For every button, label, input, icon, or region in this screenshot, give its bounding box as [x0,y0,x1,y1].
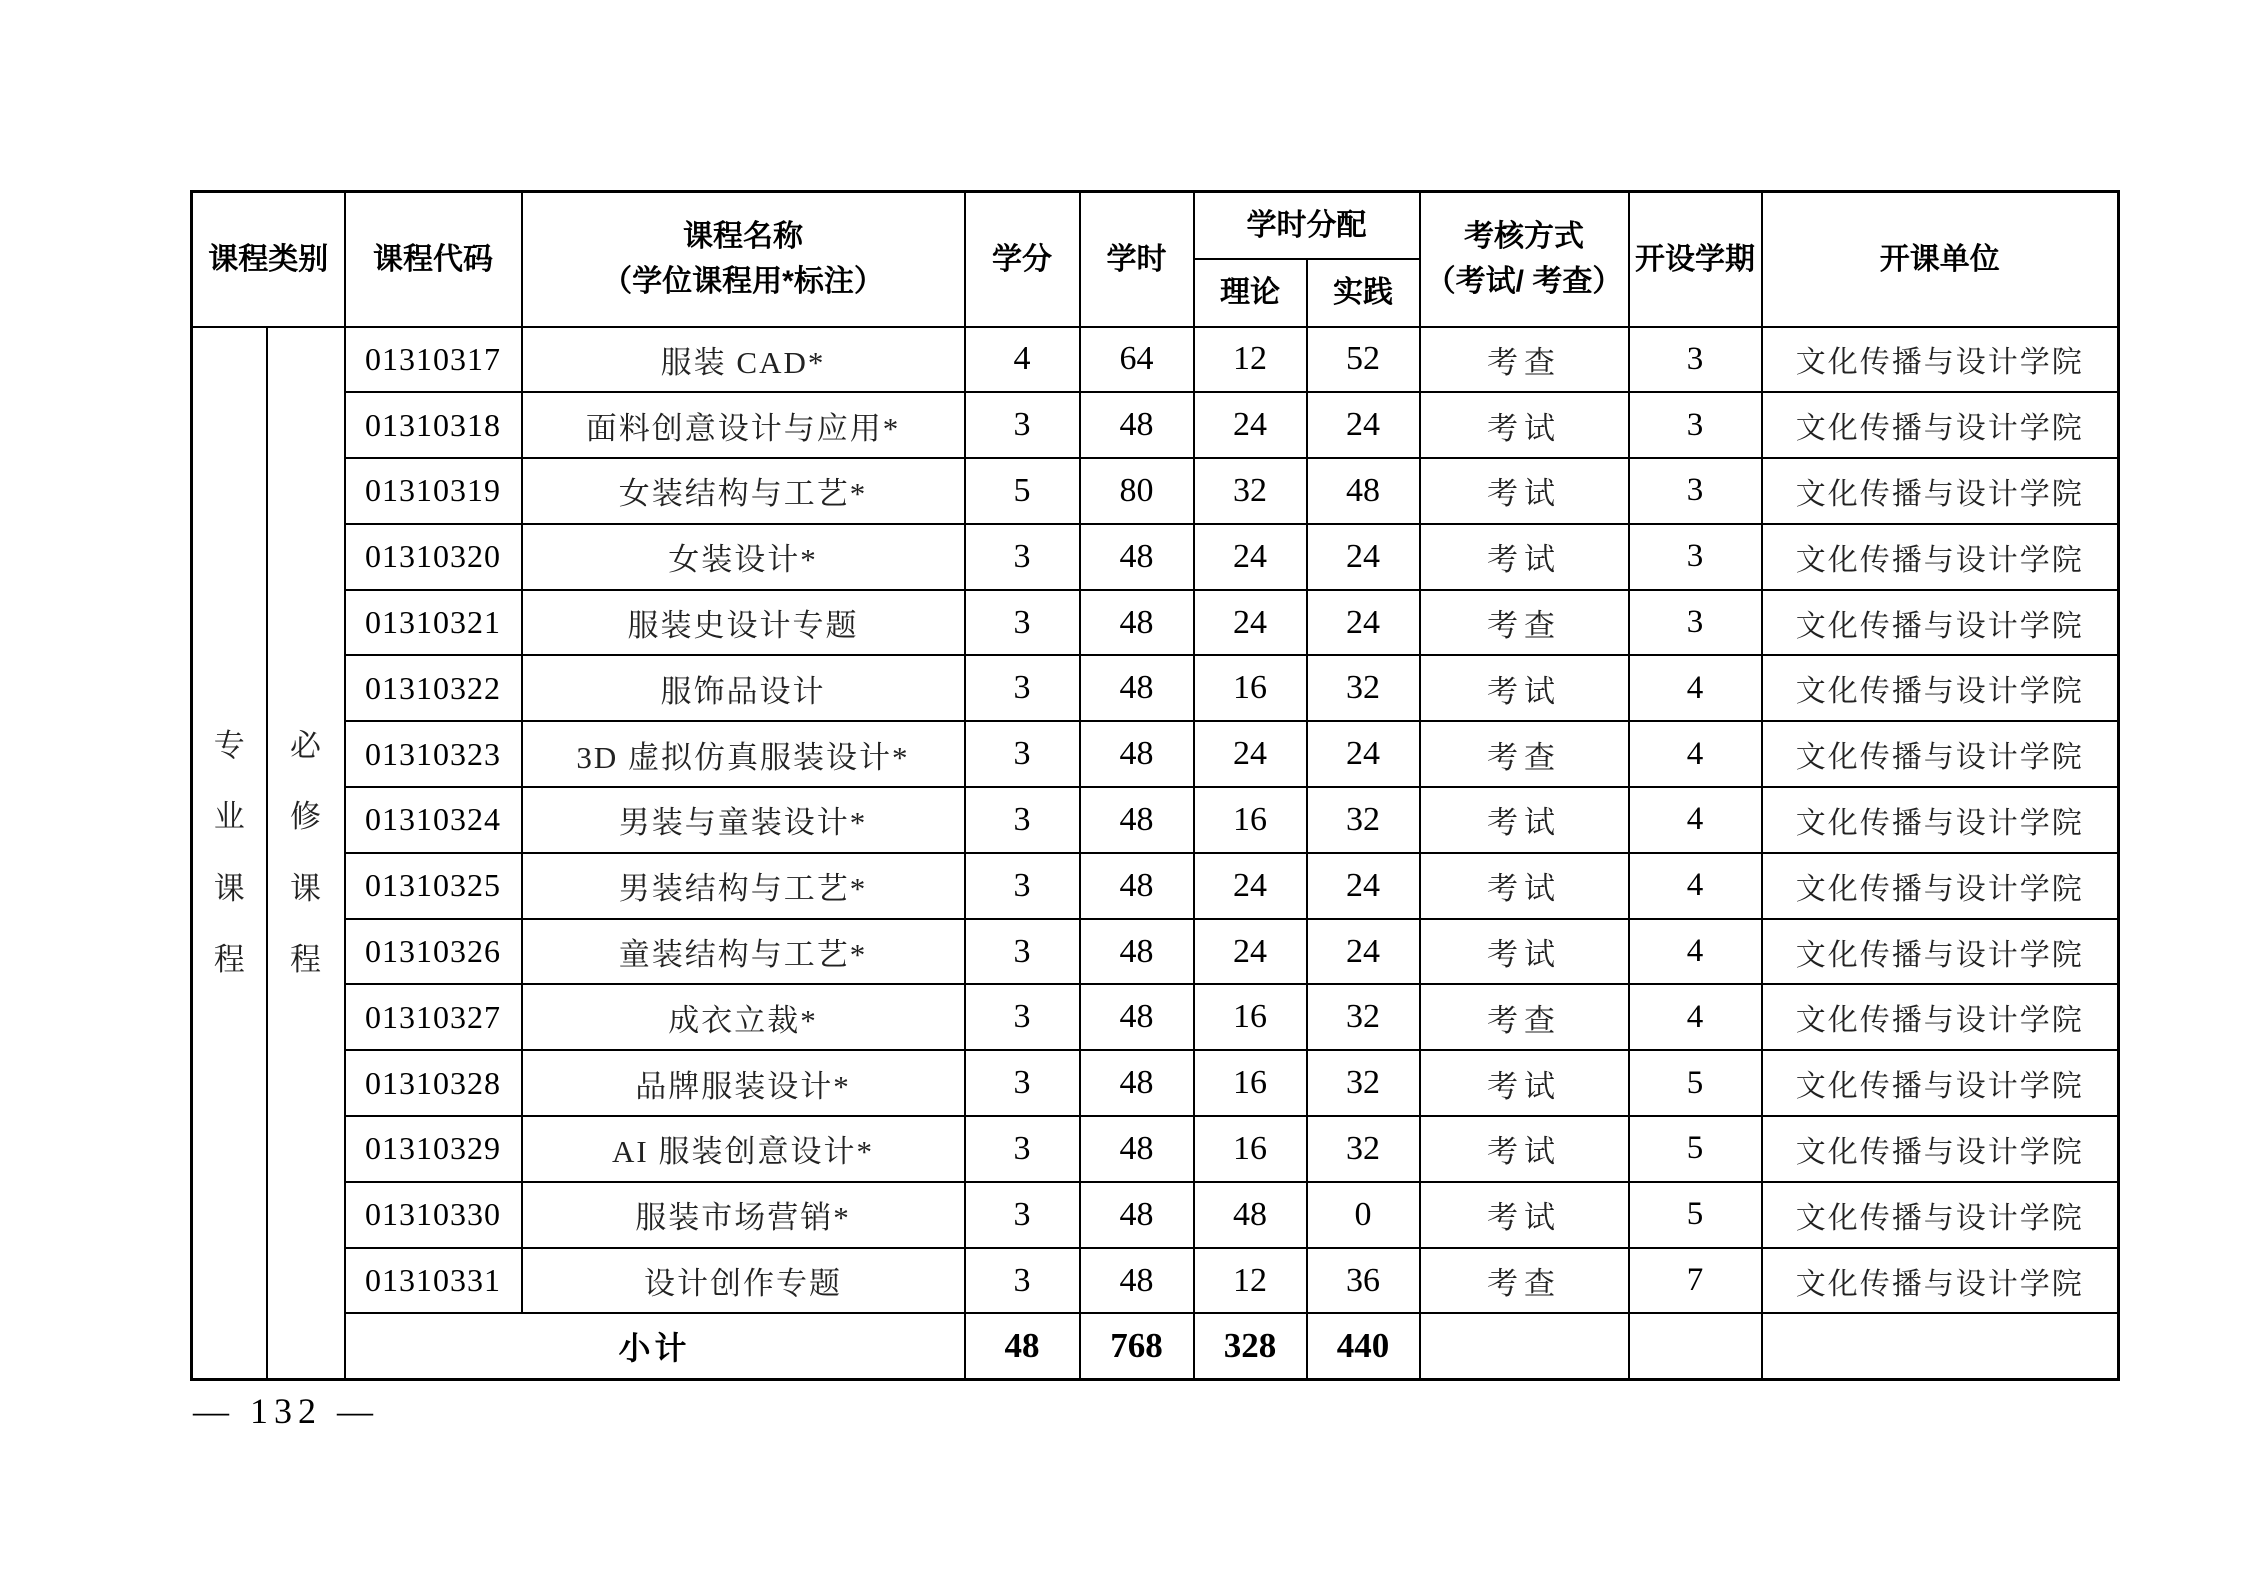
course-code-cell: 01310319 [345,458,522,524]
offering-unit-cell: 文化传播与设计学院 [1762,721,2119,787]
theory-hours-cell: 24 [1194,392,1307,458]
assessment-cell: 考查 [1420,590,1629,656]
assessment-cell: 考查 [1420,721,1629,787]
practice-hours-cell: 32 [1307,984,1420,1050]
course-code-cell: 01310329 [345,1116,522,1182]
theory-hours-cell: 12 [1194,327,1307,393]
course-name-cell: 男装与童装设计* [522,787,965,853]
subtotal-unit-cell [1762,1313,2119,1379]
hours-cell: 48 [1080,1182,1194,1248]
hours-cell: 64 [1080,327,1194,393]
category-cell-primary [192,327,267,1380]
hours-cell: 48 [1080,984,1194,1050]
hours-cell: 48 [1080,655,1194,721]
course-code-cell: 01310322 [345,655,522,721]
offering-unit-cell: 文化传播与设计学院 [1762,1116,2119,1182]
course-name-cell: 3D 虚拟仿真服装设计* [522,721,965,787]
theory-hours-cell: 48 [1194,1182,1307,1248]
header-row-1 [192,192,2119,259]
assessment-cell: 考查 [1420,327,1629,393]
theory-hours-cell: 12 [1194,1248,1307,1314]
course-row [192,590,2119,656]
course-name-cell: 童装结构与工艺* [522,919,965,985]
practice-hours-cell: 24 [1307,853,1420,919]
credits-cell: 3 [965,1116,1080,1182]
header-course-category: 课程类别 [192,192,345,327]
offering-unit-cell: 文化传播与设计学院 [1762,1182,2119,1248]
category-cell-secondary-label: 必修课程 [289,728,321,977]
subtotal-practice-cell: 440 [1307,1313,1420,1379]
theory-hours-cell: 16 [1194,984,1307,1050]
subtotal-label-cell: 小计 [345,1313,965,1379]
header-hours: 学时 [1080,192,1194,327]
course-name-cell: 服饰品设计 [522,655,965,721]
assessment-cell: 考试 [1420,458,1629,524]
practice-hours-cell: 24 [1307,919,1420,985]
course-rows [192,327,2119,1380]
course-code-cell: 01310328 [345,1050,522,1116]
credits-cell: 3 [965,1248,1080,1314]
hours-cell: 48 [1080,1050,1194,1116]
course-row [192,1050,2119,1116]
semester-cell: 3 [1629,524,1762,590]
hours-cell: 80 [1080,458,1194,524]
theory-hours-cell: 16 [1194,1050,1307,1116]
assessment-cell: 考试 [1420,392,1629,458]
offering-unit-cell: 文化传播与设计学院 [1762,590,2119,656]
hours-cell: 48 [1080,853,1194,919]
semester-cell: 3 [1629,327,1762,393]
assessment-cell: 考试 [1420,1116,1629,1182]
subtotal-theory-cell: 328 [1194,1313,1307,1379]
course-code-cell: 01310318 [345,392,522,458]
credits-cell: 3 [965,1050,1080,1116]
course-row [192,1182,2119,1248]
subtotal-assessment-cell [1420,1313,1629,1379]
subtotal-hours-cell: 768 [1080,1313,1194,1379]
hours-cell: 48 [1080,1116,1194,1182]
hours-cell: 48 [1080,392,1194,458]
assessment-cell: 考试 [1420,1182,1629,1248]
hours-cell: 48 [1080,919,1194,985]
course-row [192,919,2119,985]
course-name-cell: 服装史设计专题 [522,590,965,656]
assessment-cell: 考查 [1420,1248,1629,1314]
header-course-name-line2: （学位课程用*标注） [602,265,884,299]
assessment-cell: 考试 [1420,1050,1629,1116]
semester-cell: 3 [1629,590,1762,656]
theory-hours-cell: 16 [1194,1116,1307,1182]
offering-unit-cell: 文化传播与设计学院 [1762,1050,2119,1116]
theory-hours-cell: 32 [1194,458,1307,524]
course-name-cell: 服装 CAD* [522,327,965,393]
practice-hours-cell: 48 [1307,458,1420,524]
offering-unit-cell: 文化传播与设计学院 [1762,853,2119,919]
hours-cell: 48 [1080,524,1194,590]
credits-cell: 3 [965,787,1080,853]
course-code-cell: 01310321 [345,590,522,656]
assessment-cell: 考试 [1420,655,1629,721]
header-theory: 理论 [1194,259,1307,327]
semester-cell: 4 [1629,984,1762,1050]
category-cell-primary-label: 专业课程 [213,728,245,977]
course-row [192,458,2119,524]
practice-hours-cell: 24 [1307,524,1420,590]
practice-hours-cell: 32 [1307,1050,1420,1116]
offering-unit-cell: 文化传播与设计学院 [1762,919,2119,985]
credits-cell: 4 [965,327,1080,393]
course-name-cell: 女装结构与工艺* [522,458,965,524]
semester-cell: 3 [1629,392,1762,458]
course-code-cell: 01310324 [345,787,522,853]
course-code-cell: 01310327 [345,984,522,1050]
course-name-cell: 面料创意设计与应用* [522,392,965,458]
credits-cell: 3 [965,590,1080,656]
subtotal-semester-cell [1629,1313,1762,1379]
curriculum-table [190,190,2120,1381]
practice-hours-cell: 52 [1307,327,1420,393]
offering-unit-cell: 文化传播与设计学院 [1762,787,2119,853]
offering-unit-cell: 文化传播与设计学院 [1762,984,2119,1050]
credits-cell: 3 [965,853,1080,919]
credits-cell: 3 [965,721,1080,787]
course-code-cell: 01310330 [345,1182,522,1248]
offering-unit-cell: 文化传播与设计学院 [1762,392,2119,458]
theory-hours-cell: 16 [1194,655,1307,721]
subtotal-credits-cell: 48 [965,1313,1080,1379]
header-practice: 实践 [1307,259,1420,327]
hours-cell: 48 [1080,590,1194,656]
category-cell-secondary [267,327,345,1380]
offering-unit-cell: 文化传播与设计学院 [1762,458,2119,524]
header-assessment [1420,192,1629,327]
offering-unit-cell: 文化传播与设计学院 [1762,655,2119,721]
semester-cell: 4 [1629,655,1762,721]
assessment-cell: 考试 [1420,787,1629,853]
course-row [192,1248,2119,1314]
credits-cell: 3 [965,392,1080,458]
practice-hours-cell: 24 [1307,721,1420,787]
semester-cell: 4 [1629,853,1762,919]
practice-hours-cell: 24 [1307,590,1420,656]
practice-hours-cell: 32 [1307,787,1420,853]
practice-hours-cell: 0 [1307,1182,1420,1248]
practice-hours-cell: 32 [1307,655,1420,721]
credits-cell: 3 [965,524,1080,590]
course-name-cell: AI 服装创意设计* [522,1116,965,1182]
course-code-cell: 01310326 [345,919,522,985]
credits-cell: 3 [965,655,1080,721]
semester-cell: 5 [1629,1050,1762,1116]
assessment-cell: 考试 [1420,919,1629,985]
credits-cell: 3 [965,919,1080,985]
header-course-code: 课程代码 [345,192,522,327]
offering-unit-cell: 文化传播与设计学院 [1762,1248,2119,1314]
course-row [192,327,2119,393]
course-code-cell: 01310320 [345,524,522,590]
practice-hours-cell: 36 [1307,1248,1420,1314]
header-assessment-line2: （考试/ 考查） [1425,265,1623,299]
assessment-cell: 考试 [1420,853,1629,919]
course-name-cell: 服装市场营销* [522,1182,965,1248]
theory-hours-cell: 16 [1194,787,1307,853]
credits-cell: 3 [965,1182,1080,1248]
course-name-cell: 成衣立裁* [522,984,965,1050]
course-name-cell: 男装结构与工艺* [522,853,965,919]
course-name-cell: 品牌服装设计* [522,1050,965,1116]
header-hour-allocation: 学时分配 [1194,192,1420,259]
course-name-cell: 设计创作专题 [522,1248,965,1314]
practice-hours-cell: 24 [1307,392,1420,458]
course-row [192,1116,2119,1182]
course-code-cell: 01310317 [345,327,522,393]
course-code-cell: 01310331 [345,1248,522,1314]
hours-cell: 48 [1080,787,1194,853]
course-row [192,721,2119,787]
header-semester: 开设学期 [1629,192,1762,327]
semester-cell: 5 [1629,1116,1762,1182]
course-row [192,787,2119,853]
theory-hours-cell: 24 [1194,721,1307,787]
semester-cell: 5 [1629,1182,1762,1248]
theory-hours-cell: 24 [1194,919,1307,985]
semester-cell: 7 [1629,1248,1762,1314]
practice-hours-cell: 32 [1307,1116,1420,1182]
semester-cell: 3 [1629,458,1762,524]
page-number: — 132 — [193,1391,379,1431]
assessment-cell: 考查 [1420,984,1629,1050]
table-header [192,192,2119,327]
theory-hours-cell: 24 [1194,853,1307,919]
assessment-cell: 考试 [1420,524,1629,590]
course-code-cell: 01310323 [345,721,522,787]
header-course-name-line1: 课程名称 [683,220,803,254]
header-assessment-line1: 考核方式 [1464,220,1584,254]
course-code-cell: 01310325 [345,853,522,919]
course-row [192,853,2119,919]
credits-cell: 5 [965,458,1080,524]
subtotal-row [192,1313,2119,1379]
header-credits: 学分 [965,192,1080,327]
hours-cell: 48 [1080,721,1194,787]
course-name-cell: 女装设计* [522,524,965,590]
semester-cell: 4 [1629,721,1762,787]
course-row [192,392,2119,458]
course-row [192,655,2119,721]
semester-cell: 4 [1629,787,1762,853]
course-row [192,984,2119,1050]
hours-cell: 48 [1080,1248,1194,1314]
theory-hours-cell: 24 [1194,590,1307,656]
header-course-name [522,192,965,327]
theory-hours-cell: 24 [1194,524,1307,590]
header-unit: 开课单位 [1762,192,2119,327]
offering-unit-cell: 文化传播与设计学院 [1762,524,2119,590]
offering-unit-cell: 文化传播与设计学院 [1762,327,2119,393]
course-row [192,524,2119,590]
semester-cell: 4 [1629,919,1762,985]
credits-cell: 3 [965,984,1080,1050]
